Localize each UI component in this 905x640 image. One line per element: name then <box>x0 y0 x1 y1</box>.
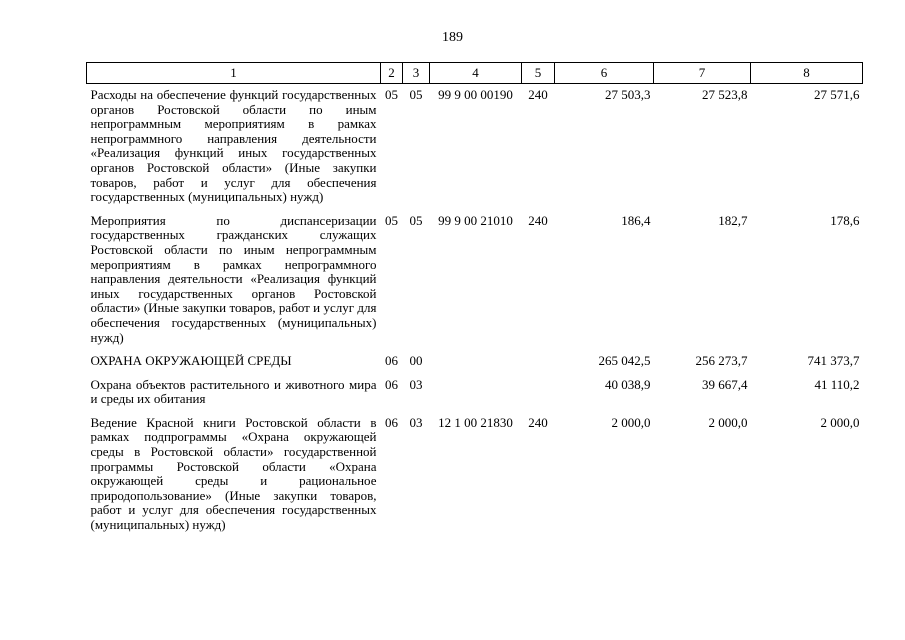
row-value-7: 182,7 <box>718 212 748 228</box>
row-target-article <box>430 374 522 412</box>
row-target-article <box>430 350 522 374</box>
row-section: 05 <box>385 212 398 228</box>
row-subsection: 00 <box>409 353 423 369</box>
col-header-1: 1 <box>87 63 381 84</box>
table-row <box>87 84 863 210</box>
row-name: ОХРАНА ОКРУЖАЮЩЕЙ СРЕДЫ <box>90 353 292 369</box>
table-row <box>87 350 863 374</box>
row-value-8: 41 110,2 <box>814 376 860 392</box>
row-value-7: 2 000,0 <box>708 414 748 430</box>
col-header-4: 4 <box>430 63 522 84</box>
col-header-3: 3 <box>403 63 430 84</box>
row-value-6: 40 038,9 <box>605 376 651 392</box>
row-value-7: 27 523,8 <box>702 87 748 102</box>
row-value-7: 39 667,4 <box>702 376 748 392</box>
row-subsection: 05 <box>409 212 423 228</box>
row-expense-type: 240 <box>528 87 548 102</box>
table-row <box>87 374 863 412</box>
row-subsection: 03 <box>409 376 423 392</box>
row-value-8: 27 571,6 <box>814 87 860 102</box>
col-header-2: 2 <box>381 63 403 84</box>
row-name: Мероприятия по диспансеризации государственных гражданских служащих Ростовской области по иным непрограммным мероприятиям в рамках непрограммного направления деятельности «Реализация функций иных государственных органов Ростовской области» (Иные закупки товаров, работ и услуг для обеспечения государственных (муниципальных) нужд) <box>90 212 377 345</box>
row-target-article: 12 1 00 21830 <box>438 414 513 430</box>
row-section: 06 <box>385 414 398 430</box>
row-value-8: 741 373,7 <box>807 353 860 369</box>
table-row <box>87 412 863 538</box>
row-expense-type: 240 <box>528 414 548 430</box>
col-header-7: 7 <box>654 63 751 84</box>
row-value-6: 27 503,3 <box>605 87 651 102</box>
row-expense-type <box>522 374 555 412</box>
row-section: 06 <box>385 376 398 392</box>
row-name: Расходы на обеспечение функций государственных органов Ростовской области по иным непрограммным мероприятиям в рамках непрограммного направления деятельности «Реализация функций иных государственных органов Ростовской области» (Иные закупки товаров, работ и услуг для обеспечения государственных (муниципальных) нужд) <box>90 87 377 205</box>
header-row <box>87 63 863 84</box>
row-section: 05 <box>385 87 398 102</box>
page-number: 189 <box>442 30 463 45</box>
col-header-8: 8 <box>751 63 863 84</box>
row-target-article: 99 9 00 00190 <box>438 87 513 102</box>
row-value-6: 265 042,5 <box>598 353 651 369</box>
table-row <box>87 210 863 350</box>
row-value-7: 256 273,7 <box>695 353 748 369</box>
row-name: Ведение Красной книги Ростовской области в рамках подпрограммы «Охрана окружающей среды в Ростовской области» государственной программы Ростовской области «Охрана окружающей среды и рациональное природопользование» (Иные закупки товаров, работ и услуг для обеспечения государственных (муниципальных) нужд) <box>90 414 377 533</box>
row-subsection: 03 <box>409 414 423 430</box>
col-header-6: 6 <box>555 63 654 84</box>
row-value-6: 186,4 <box>621 212 651 228</box>
row-value-8: 2 000,0 <box>820 414 860 430</box>
row-value-8: 178,6 <box>830 212 860 228</box>
row-value-6: 2 000,0 <box>611 414 651 430</box>
row-target-article: 99 9 00 21010 <box>438 212 513 228</box>
col-header-5: 5 <box>522 63 555 84</box>
row-subsection: 05 <box>409 87 423 102</box>
row-expense-type: 240 <box>528 212 548 228</box>
row-expense-type <box>522 350 555 374</box>
budget-table <box>86 62 863 538</box>
row-name: Охрана объектов растительного и животного мира и среды их обитания <box>90 376 377 407</box>
row-section: 06 <box>385 353 398 369</box>
